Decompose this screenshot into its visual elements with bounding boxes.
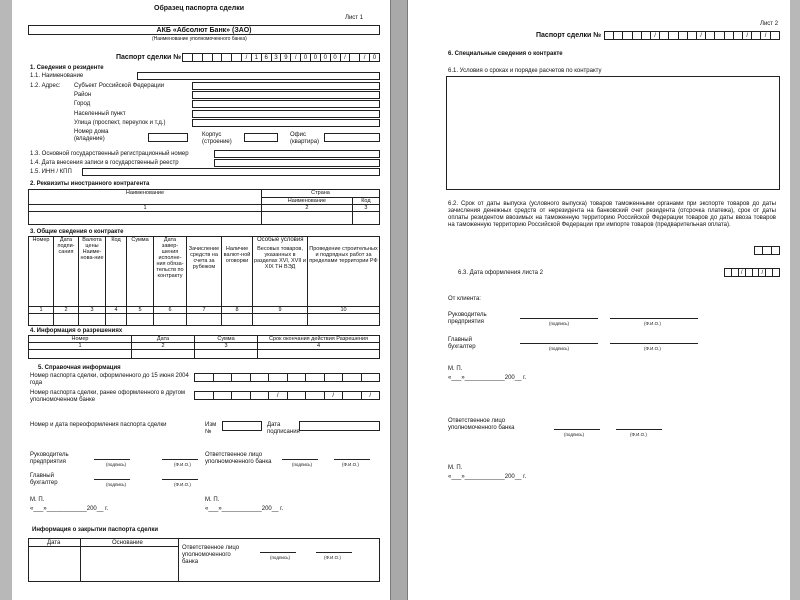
passport-number-cells[interactable] (182, 53, 380, 62)
h-end-date: Дата завер-шения исполне-ния обяза-тельств по контракту (154, 237, 187, 307)
contract-table (28, 236, 380, 326)
p-number: Номер (29, 336, 132, 343)
passport-cell[interactable]: 0 (330, 54, 340, 61)
s5-row2: Номер паспорта сделки, ранее оформленного в другом уполномоченном банке (30, 390, 186, 403)
passport2-cell[interactable] (724, 32, 733, 39)
date2-2: «___»____________200__ г. (448, 474, 527, 480)
resident-name-field[interactable] (137, 72, 380, 80)
c4-3[interactable] (195, 350, 258, 359)
mp-right: М. П. (205, 497, 220, 503)
passport2-cell[interactable] (659, 32, 668, 39)
passport2-cell[interactable] (678, 32, 687, 39)
head-fio-caption: (Ф.И.О.) (174, 462, 191, 467)
closing-date-label: Дата (47, 540, 61, 546)
col-country-name: Наименование (262, 197, 353, 205)
passport2-cell[interactable] (714, 32, 723, 39)
passport-cell[interactable] (221, 54, 231, 61)
old-passport-cells[interactable] (194, 373, 380, 382)
resp-sign-caption: (подпись) (292, 462, 313, 467)
c4-4[interactable] (258, 350, 380, 359)
form-sheet-1 (12, 0, 390, 600)
head2-label: Руководитель предприятия (448, 312, 487, 325)
counterparty-name-cell[interactable] (29, 212, 262, 225)
passport2-cell[interactable] (641, 32, 650, 39)
date-reg-label: 1.4. Дата внесения записи в государственный реестр (30, 160, 179, 166)
s3-num-4: 4 (106, 307, 127, 314)
passport-cell[interactable] (202, 54, 212, 61)
mp2-2: М. П. (448, 465, 463, 471)
c3-4[interactable] (106, 314, 127, 326)
resp2-fio-caption: (Ф.И.О.) (630, 432, 647, 437)
passport2-cell[interactable] (705, 32, 714, 39)
s3-num-1: 1 (29, 307, 54, 314)
resp-label: Ответственное лицо уполномоченного банка (205, 452, 272, 465)
passport-cell[interactable] (212, 54, 222, 61)
acc2-sign-caption: (подпись) (549, 346, 570, 351)
c4-1[interactable] (29, 350, 132, 359)
izm-field[interactable] (222, 421, 262, 431)
date-sign-field[interactable] (299, 421, 380, 431)
mp-left: М. П. (30, 497, 45, 503)
s5-row3: Номер и дата переоформления паспорта сделки (30, 422, 167, 428)
c3-3[interactable] (79, 314, 106, 326)
head2-sign-caption: (подпись) (549, 321, 570, 326)
passport2-cell[interactable] (605, 32, 613, 39)
s6-terms-label: 6.1. Условия о сроках и порядке расчетов по контракту (448, 68, 602, 74)
c4-2[interactable] (132, 350, 195, 359)
address-field-4[interactable] (192, 119, 380, 127)
s3-num-5: 5 (127, 307, 154, 314)
office-field[interactable] (324, 133, 380, 142)
passport2-cell[interactable] (622, 32, 631, 39)
passport2-cell[interactable] (733, 32, 742, 39)
c3-6[interactable] (154, 314, 187, 326)
col-country: Страна (262, 190, 380, 198)
h-date: Дата подпи-сания (54, 237, 79, 307)
num-1: 1 (29, 205, 262, 212)
h-works: Проведение строительных и подрядных работ за пределами территории РФ (308, 237, 380, 307)
sheet2-date-cells[interactable]: / / (724, 268, 780, 277)
s1-name-label: 1.1. Наименование (30, 73, 84, 79)
passport-cell[interactable]: 6 (261, 54, 271, 61)
acc-sign-caption: (подпись) (106, 482, 127, 487)
passport-cell[interactable]: 9 (280, 54, 290, 61)
address-label-2: Город (74, 101, 91, 108)
country-code-cell[interactable] (352, 212, 379, 225)
s3-num-9: 9 (253, 307, 308, 314)
h-abroad: Зачисление средств на счета за рубежом (187, 237, 222, 307)
passport2-cell[interactable] (632, 32, 641, 39)
s3-heading: 3. Общие сведения о контракте (30, 229, 124, 235)
office-label: Офис (квартира) (290, 132, 320, 145)
s62-text: 6.2. Срок от даты выпуска (условного выпуска) товаров таможенными органами при экспорте товаров до даты зачисления денежных средств от нерезидента на банковский счет резидента (отсрочка платежа), срок от даты оплаты резидентом ввозимых на таможенную территорию Российской Федерации товаров до даты ввоза товаров на таможенную территорию Российской Федерации при импорте товаров (предварительная оплата). (448, 201, 776, 228)
passport-cell[interactable] (183, 54, 192, 61)
s3-num-3: 3 (79, 307, 106, 314)
form-sheet-2 (408, 0, 790, 600)
address-field-2[interactable] (192, 100, 380, 108)
num-3: 3 (352, 205, 379, 212)
special-conditions-label: Особые условия (257, 237, 304, 243)
bank-name: АКБ «Абсолют Банк» (ЗАО) (28, 25, 380, 35)
address-label-5: Номер дома (владение) (74, 129, 109, 142)
s6-heading: 6. Специальные сведения о контракте (448, 51, 563, 57)
delay-days-cells[interactable] (754, 246, 780, 255)
sheet2-number: Лист 2 (760, 21, 779, 27)
passport-cell[interactable]: / (340, 54, 350, 61)
address-label-3: Населенный пункт (74, 110, 126, 117)
date-sign-label: Дата подписания (267, 422, 300, 435)
sheet-number: Лист 1 (345, 15, 364, 21)
passport2-cell[interactable]: / (760, 32, 769, 39)
passport2-cell[interactable] (770, 32, 779, 39)
h-currency: Валюта цены Наиме-нова-ние (79, 237, 106, 307)
passport-cell[interactable]: 3 (271, 54, 281, 61)
ogrn-field[interactable] (214, 150, 380, 158)
s4-heading: 4. Информация о разрешениях (30, 328, 123, 334)
num-2: 2 (262, 205, 353, 212)
passport2-cell[interactable] (668, 32, 677, 39)
s5-row1: Номер паспорта сделки, оформленного до 15 июня 2004 года (30, 373, 189, 386)
passport-cell[interactable] (192, 54, 202, 61)
passport-cell[interactable]: / (359, 54, 369, 61)
address-field-0[interactable] (192, 82, 380, 90)
passport-cell[interactable]: 1 (251, 54, 261, 61)
passport2-cell[interactable] (613, 32, 622, 39)
izm-label: Изм № (205, 422, 217, 435)
passport2-cell[interactable] (687, 32, 696, 39)
inn-label: 1.5. ИНН / КПП (30, 169, 72, 175)
date-left: «___»____________200__ г. (30, 506, 109, 512)
acc-fio-caption: (Ф.И.О.) (174, 482, 191, 487)
h-number: Номер (29, 237, 54, 307)
address-label-1: Район (74, 92, 92, 99)
p-sum: Сумма (195, 336, 258, 343)
s63-label: 6.3. Дата оформления листа 2 (458, 270, 543, 276)
s3-num-8: 8 (222, 307, 253, 314)
closing-sign-caption: (подпись) (270, 555, 291, 560)
c3-9[interactable] (253, 314, 308, 326)
date-reg-field[interactable] (214, 159, 380, 167)
passport-cell[interactable] (231, 54, 241, 61)
passport-cell[interactable]: 0 (320, 54, 330, 61)
c3-7[interactable] (187, 314, 222, 326)
client-label: От клиента: (448, 296, 481, 302)
head2-fio-caption: (Ф.И.О.) (644, 321, 661, 326)
s1-heading: 1. Сведения о резиденте (30, 65, 104, 71)
c3-8[interactable] (222, 314, 253, 326)
mp2-1: М. П. (448, 366, 463, 372)
passport2-cell[interactable]: / (650, 32, 659, 39)
address-field-5[interactable] (148, 133, 188, 142)
closing-basis-label: Основание (112, 540, 143, 546)
s3-num-2: 2 (54, 307, 79, 314)
korpus-field[interactable] (244, 133, 278, 142)
inn-field[interactable] (82, 168, 380, 176)
p-n3: 3 (195, 343, 258, 350)
h-clause: Наличие валют-ной оговорки (222, 237, 253, 307)
counterparty-table (28, 189, 380, 225)
passport2-cell[interactable]: / (742, 32, 751, 39)
s3-num-10: 10 (308, 307, 380, 314)
permits-table (28, 335, 380, 359)
h-goods: Весовых товаров, указанных в разделах XVI, XVII и XIX ТН ВЭД (253, 237, 308, 307)
address-field-3[interactable] (192, 110, 380, 118)
passport2-cell[interactable] (751, 32, 760, 39)
address-label-4: Улица (проспект, переулок и т.д.) (74, 119, 166, 126)
acc-label: Главный бухгалтер (30, 473, 58, 486)
terms-field[interactable] (446, 76, 780, 190)
passport-label: Паспорт сделки № (116, 54, 182, 61)
p-n1: 1 (29, 343, 132, 350)
document-title: Образец паспорта сделки (154, 5, 245, 12)
passport-cell[interactable]: 0 (369, 54, 379, 61)
col-code: Код (352, 197, 379, 205)
closing-heading: Информация о закрытии паспорта сделки (32, 527, 159, 533)
address-field-1[interactable] (192, 91, 380, 99)
p-n4: 4 (258, 343, 380, 350)
c3-10[interactable] (308, 314, 380, 326)
h-sum: Сумма (127, 237, 154, 307)
resp2-label: Ответственное лицо уполномоченного банка (448, 418, 515, 431)
s2-heading: 2. Реквизиты иностранного контрагента (30, 181, 150, 187)
h-code: Код (106, 237, 127, 307)
head-label: Руководитель предприятия (30, 452, 69, 465)
s5-heading: 5. Справочная информация (38, 365, 121, 371)
s1-address-label: 1.2. Адрес: (30, 83, 61, 89)
date-right: «___»____________200__ г. (205, 506, 284, 512)
passport2-number-cells[interactable] (604, 31, 780, 40)
p-n2: 2 (132, 343, 195, 350)
c3-2[interactable] (54, 314, 79, 326)
acc2-label: Главный бухгалтер (448, 337, 476, 350)
ogrn-label: 1.3. Основной государственный регистрационный номер (30, 151, 189, 157)
korpus-label: Корпус (строение) (202, 132, 232, 145)
closing-resp-label: Ответственное лицо уполномоченного банка (182, 545, 240, 565)
country-name-cell[interactable] (262, 212, 353, 225)
s3-num-6: 6 (154, 307, 187, 314)
bank-caption: (Наименование уполномоченного банка) (152, 36, 247, 42)
address-label-0: Субъект Российской Федерации (74, 83, 165, 89)
page-separator (390, 0, 408, 600)
passport2-label: Паспорт сделки № (536, 32, 602, 39)
date2-1: «___»____________200__ г. (448, 375, 527, 381)
passport-cell[interactable]: 0 (310, 54, 320, 61)
p-date: Дата (132, 336, 195, 343)
passport-cell[interactable]: 0 (300, 54, 310, 61)
s3-num-7: 7 (187, 307, 222, 314)
col-name: Наименование (29, 190, 262, 205)
resp-fio-caption: (Ф.И.О.) (342, 462, 359, 467)
p-term: Срок окончания действия Разрешения (258, 336, 380, 343)
passport-cell[interactable] (349, 54, 359, 61)
closing-fio-caption: (Ф.И.О.) (324, 555, 341, 560)
resp2-sign-caption: (подпись) (564, 432, 585, 437)
passport2-cell[interactable]: / (696, 32, 705, 39)
passport-cell[interactable]: / (290, 54, 300, 61)
c3-1[interactable] (29, 314, 54, 326)
other-bank-cells[interactable]: / / / (194, 391, 380, 400)
head-sign-caption: (подпись) (106, 462, 127, 467)
passport-cell[interactable]: / (241, 54, 251, 61)
acc2-fio-caption: (Ф.И.О.) (644, 346, 661, 351)
c3-5[interactable] (127, 314, 154, 326)
